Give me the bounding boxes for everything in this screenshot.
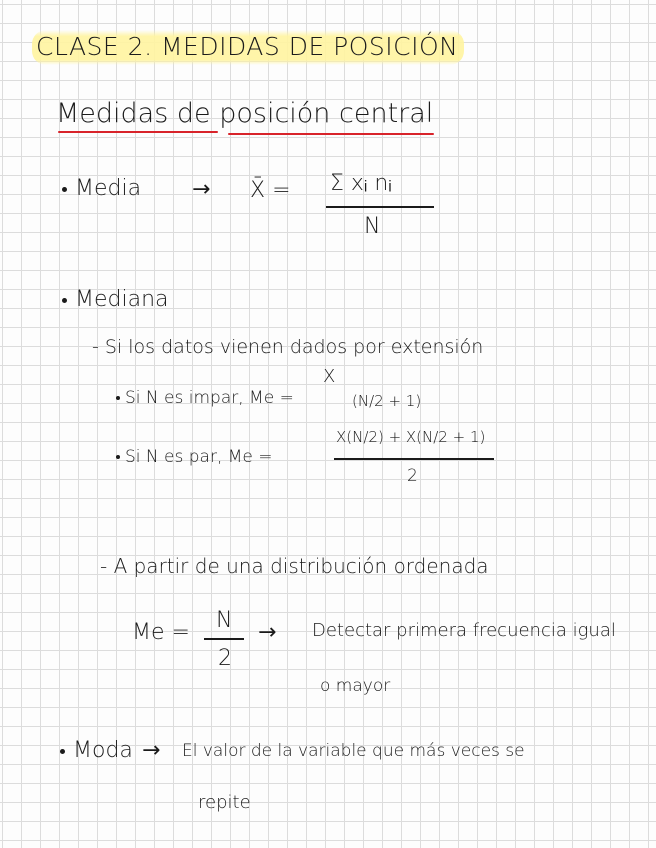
moda-item xyxy=(60,738,133,763)
moda-arrow: → xyxy=(142,738,161,763)
impar-item xyxy=(116,388,294,408)
me-prefix: Me = xyxy=(132,620,190,645)
bullet-dot xyxy=(62,187,67,192)
bullet-dot xyxy=(60,749,65,754)
media-numerator: Σ xᵢ nᵢ xyxy=(330,171,392,196)
moda-text-line1: El valor de la variable que más veces se xyxy=(182,741,525,761)
section-heading-underline-2 xyxy=(228,133,434,135)
me-numerator: N xyxy=(216,608,233,633)
par-item xyxy=(116,447,273,467)
detect-line1: Detectar primera frecuencia igual xyxy=(312,620,616,641)
par-denominator: 2 xyxy=(407,466,418,486)
media-denominator: N xyxy=(364,214,381,239)
extension-heading: - Si los datos vienen dados por extensión xyxy=(92,336,484,358)
moda-label: Moda xyxy=(73,738,133,763)
me-denominator: 2 xyxy=(218,646,232,671)
bullet-dot xyxy=(116,455,120,459)
media-arrow: → xyxy=(192,177,211,202)
mediana-label: Mediana xyxy=(75,287,169,312)
me-arrow: → xyxy=(258,620,277,645)
media-label: Media xyxy=(75,176,142,201)
me-fraction-line xyxy=(204,638,244,640)
par-numerator: X(N/2) + X(N/2 + 1) xyxy=(336,428,486,446)
bullet-dot xyxy=(62,298,67,303)
detect-line2: o mayor xyxy=(320,676,391,696)
media-fraction-line xyxy=(326,206,434,208)
mediana-item xyxy=(62,287,169,312)
impar-formula-x: X xyxy=(323,366,336,387)
impar-text: Si N es impar, Me = xyxy=(125,388,294,408)
section-heading-underline xyxy=(58,131,218,133)
bullet-dot xyxy=(116,396,120,400)
moda-text-line2: repite xyxy=(198,792,251,813)
par-text: Si N es par, Me = xyxy=(125,447,273,467)
ordered-heading: - A partir de una distribución ordenada xyxy=(100,554,489,578)
impar-formula-sub: (N/2 + 1) xyxy=(352,392,422,410)
media-item xyxy=(62,176,141,201)
media-symbol: X̄ = xyxy=(250,178,291,203)
par-fraction-line xyxy=(334,458,494,460)
page-title: CLASE 2. MEDIDAS DE POSICIÓN xyxy=(32,30,464,65)
section-heading: Medidas de posición central xyxy=(56,98,434,129)
